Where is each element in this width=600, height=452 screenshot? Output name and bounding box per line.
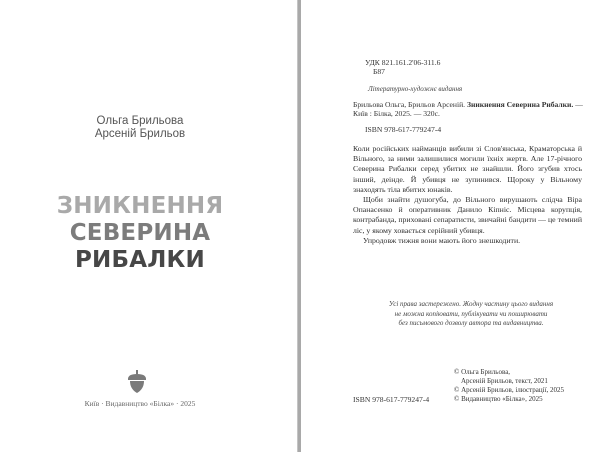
biblio-authors: Брильова Ольга, Брильов Арсеній. <box>353 100 466 109</box>
rights-line: Усі права застережено. Жодну частину цього видання <box>388 300 554 308</box>
author-name: Арсеній Брильов <box>94 127 186 140</box>
acorn-icon <box>127 370 147 394</box>
title-line-1: ЗНИКНЕННЯ <box>56 193 224 219</box>
isbn-top: ISBN 978-617-779247-4 <box>365 125 442 134</box>
biblio-details: — Київ : Білка, 2025. — 320с. <box>353 100 583 118</box>
isbn-bottom: ISBN 978-617-779247-4 <box>353 395 430 404</box>
left-page-half-title <box>0 0 297 452</box>
bbk-code: Б87 <box>373 67 385 76</box>
title-line-3: РИБАЛКИ <box>75 247 205 273</box>
title-line-2: СЕВЕРИНА <box>69 220 211 246</box>
rights-notice <box>371 300 571 329</box>
publisher-imprint: Київ · Видавництво «Білка» · 2025 <box>84 399 196 408</box>
bibliographic-record <box>353 100 583 118</box>
annotation-paragraph: Щоби знайти душогуба, до Вільного вирушають слідча Віра Опанасенко й оперативник Данило Кіпніс. Місцева корупція, контрабанда, приховані сепаратисти, звичайні бандити — це темний ліс, у якому ховається серійний убивця. <box>353 195 582 235</box>
copyright-line: © Ольга Брильова, <box>454 368 511 376</box>
rights-line: не можна копіювати, публікувати чи поширювати <box>394 309 548 318</box>
copyright-notices <box>454 368 564 404</box>
right-page-copyright <box>301 0 600 452</box>
copyright-line: © Видавництво «Білка», 2025 <box>454 395 543 403</box>
copyright-line: Арсеній Брильов, текст, 2021 <box>461 377 548 385</box>
rights-line: без письмового дозволу автора та видавництва. <box>398 319 544 328</box>
annotation <box>353 144 582 246</box>
annotation-paragraph: Упродовж тижня вони мають його знешкодити. <box>363 235 521 245</box>
genre-label: Літературно-художнє видання <box>368 85 463 93</box>
biblio-title: Зникнення Северина Рибалки. <box>466 100 574 109</box>
udc-code: УДК 821.161.2'06-311.6 <box>365 58 441 67</box>
author-name: Ольга Брильова <box>96 115 184 127</box>
copyright-line: © Арсеній Брильов, ілюстрації, 2025 <box>454 386 565 394</box>
authors-block <box>0 115 280 140</box>
annotation-paragraph: Коли російських найманців вибили зі Слов'янська, Краматорська й Вільного, за ними залишилися могили їхніх жертв. Але 17-річного Северина Рибалки серед убитих не знайшли. Його згубив хтось інший, деінде. Й убивця не зупинився. Щороку у Вільному знаходять тіла вбитих юнаків. <box>353 144 582 194</box>
